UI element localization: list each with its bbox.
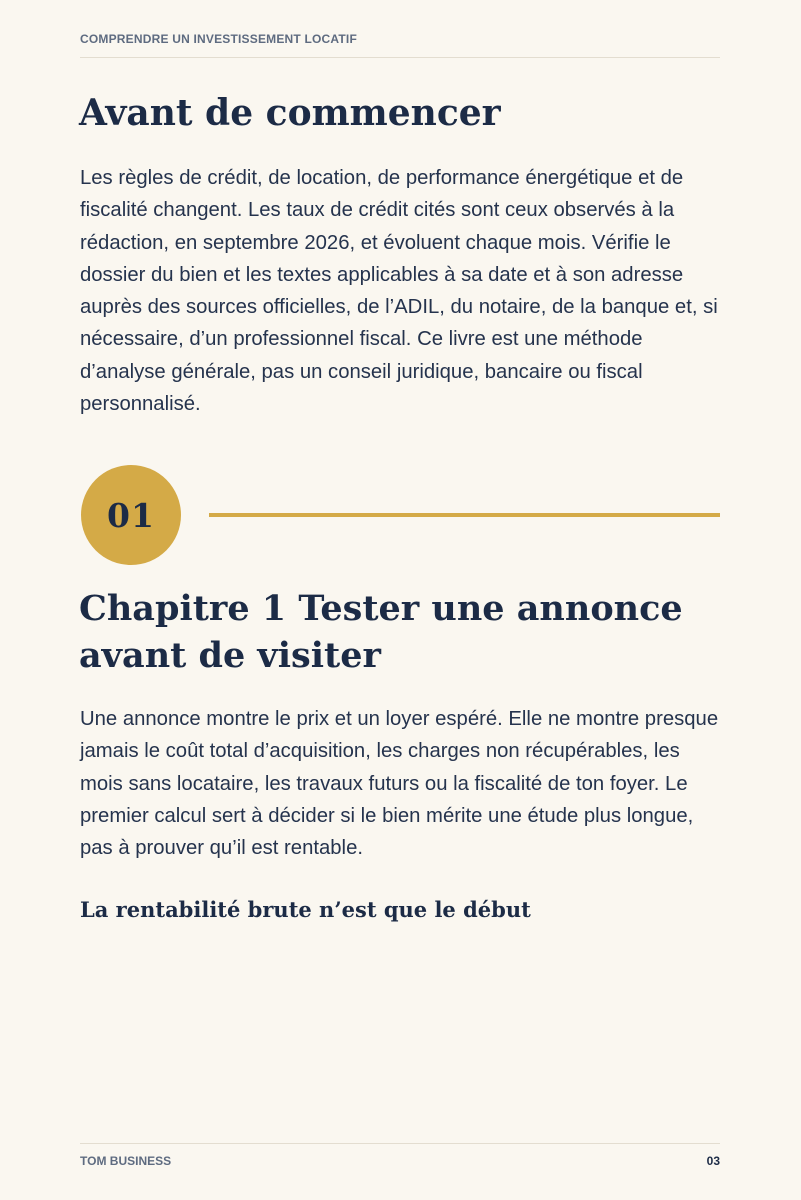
footer-divider	[80, 1143, 720, 1144]
intro-paragraph: Les règles de crédit, de location, de performance énergétique et de fiscalité changent. Les taux de crédit cités sont ceux observés à la rédaction, en septembre 2026, et évoluent chaque mois. Vérifie le dossier du bien et les textes applicables à sa date et à son adresse auprès des sources officielles, de l’ADIL, du notaire, de la banque et, si nécessaire, d’un professionnel fiscal. Ce livre est une méthode d’analyse générale, pas un conseil juridique, bancaire ou fiscal personnalisé.	[80, 167, 718, 416]
chapter-title: Chapitre 1 Tester une annonce avant de visiter	[79, 588, 683, 676]
chapter-number: 01	[107, 495, 155, 535]
footer-author: TOM BUSINESS	[80, 1154, 172, 1168]
section-subheading: La rentabilité brute n’est que le début	[80, 897, 531, 922]
intro-title: Avant de commencer	[79, 92, 501, 134]
page-number: 03	[706, 1154, 720, 1168]
running-header: COMPRENDRE UN INVESTISSEMENT LOCATIF	[80, 32, 357, 46]
chapter-number-badge	[81, 465, 181, 565]
chapter-paragraph: Une annonce montre le prix et un loyer espéré. Elle ne montre presque jamais le coût total d’acquisition, les charges non récupérables, les mois sans locataire, les travaux futurs ou la fiscalité de ton foyer. Le premier calcul sert à décider si le bien mérite une étude plus longue, pas à prouver qu’il est rentable.	[80, 708, 719, 860]
header-divider	[80, 57, 720, 58]
chapter-divider	[209, 513, 720, 517]
